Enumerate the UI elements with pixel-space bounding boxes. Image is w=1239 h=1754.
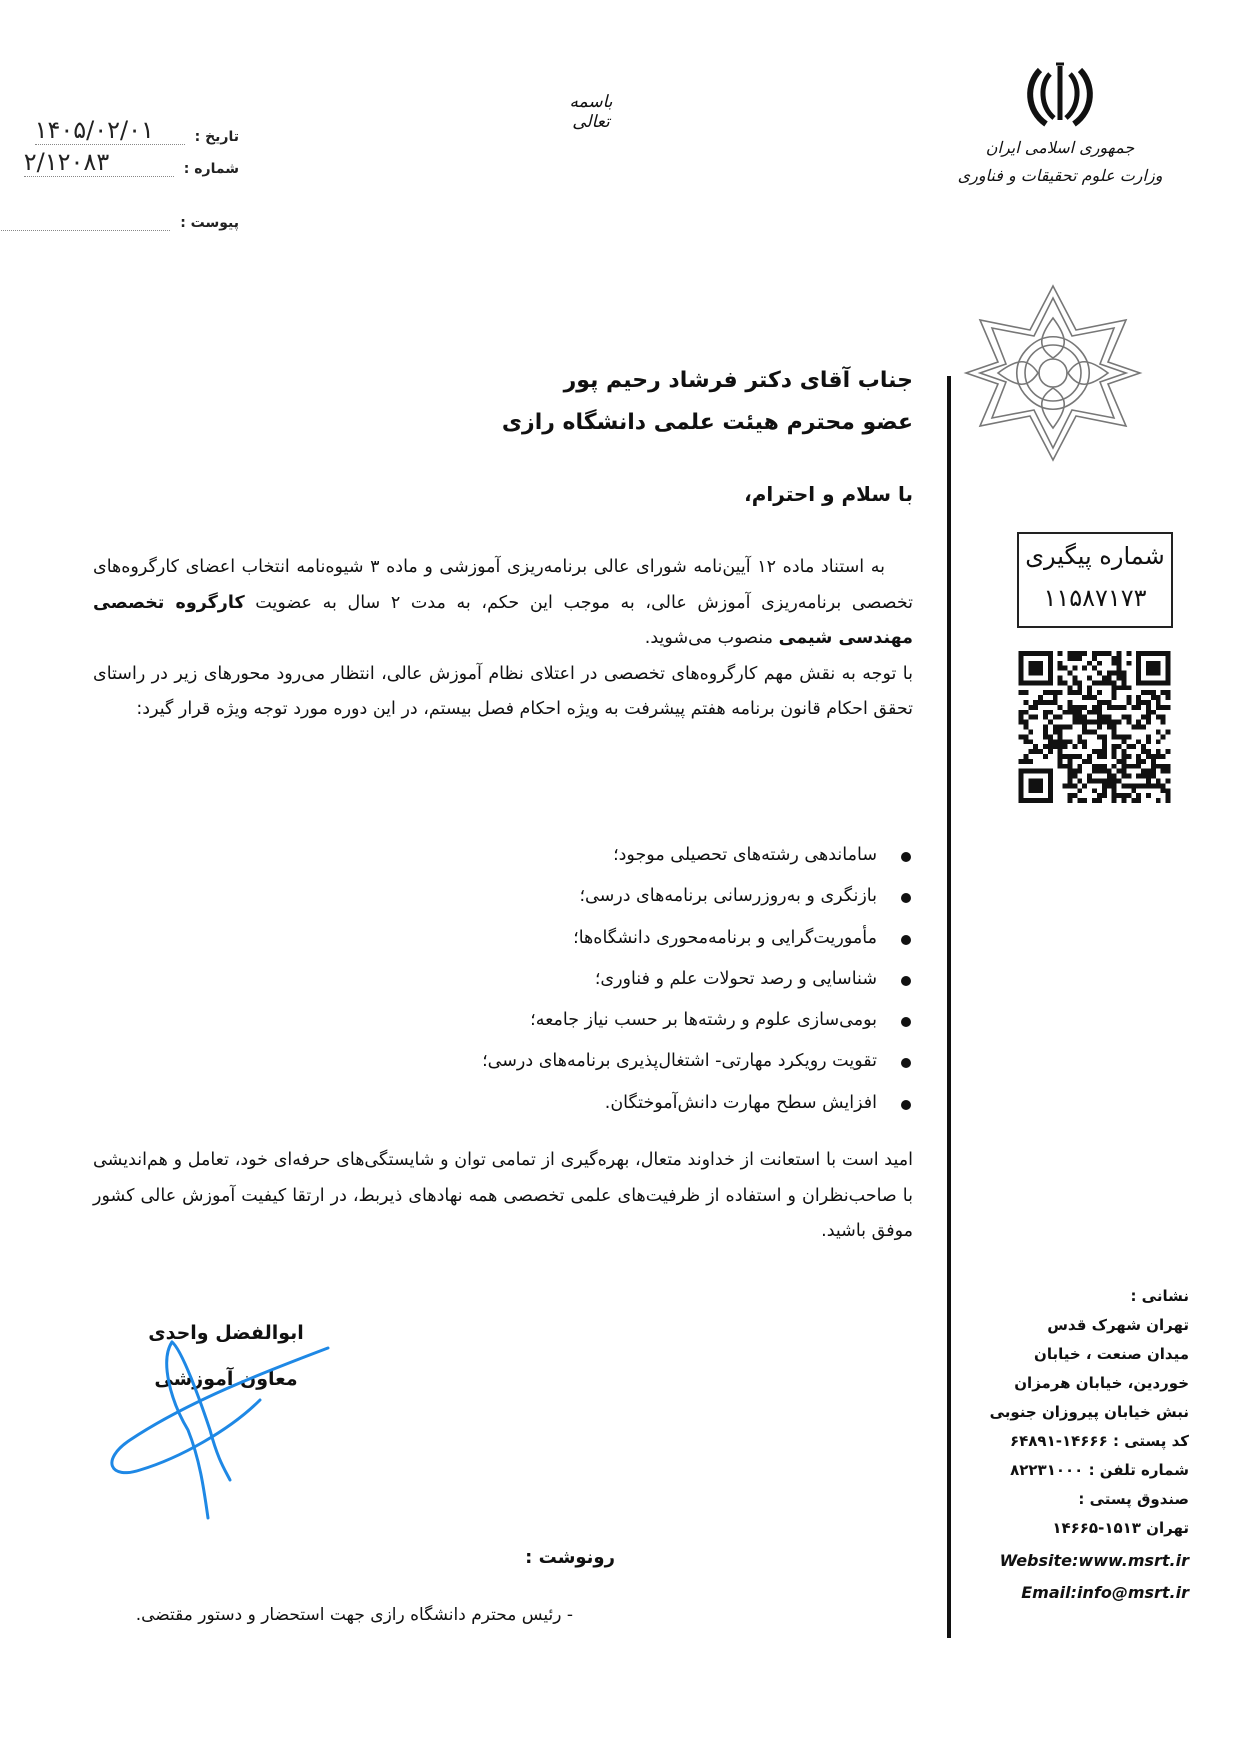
signatory-title: معاون آموزشی xyxy=(154,1368,298,1390)
address-line: تهران ۱۵۱۳-۱۴۶۶۵ xyxy=(1052,1519,1189,1537)
list-item: تقویت رویکرد مهارتی- اشتغال‌پذیری برنامه‌های درسی؛ xyxy=(353,1041,913,1082)
address-line: میدان صنعت ، خیابان xyxy=(1034,1345,1189,1363)
basmala: باسمه تعالی xyxy=(569,92,613,132)
para1-text-a: به استناد ماده ۱۲ آیین‌نامه شورای عالی برنامه‌ریزی آموزشی و ماده ۳ شیوه‌نامه انتخاب اعضای کارگروه‌های تخصصی برنامه‌ریزی آموزش عالی، به موجب این حکم، به مدت ۲ سال به عضویت xyxy=(93,557,914,613)
address-line: صندوق پستی : xyxy=(1078,1490,1189,1508)
org-line-1: جمهوری اسلامی ایران xyxy=(985,138,1135,157)
list-item: افزایش سطح مهارت دانش‌آموختگان. xyxy=(353,1083,913,1124)
attachment-field xyxy=(0,215,239,231)
recipient-block xyxy=(502,360,913,444)
list-item: شناسایی و رصد تحولات علم و فناوری؛ xyxy=(353,959,913,1000)
number-field xyxy=(24,150,239,177)
address-line: تهران شهرک قدس xyxy=(1047,1316,1189,1334)
address-line: خوردین، خیابان هرمزان xyxy=(1014,1374,1189,1392)
tracking-box xyxy=(1017,532,1173,628)
email-link[interactable]: Email:info@msrt.ir xyxy=(1021,1583,1189,1602)
vertical-divider xyxy=(947,376,951,1638)
address-line: کد پستی : ۱۴۶۶۶-۶۴۸۹۱ xyxy=(1009,1432,1189,1450)
attachment-label: پیوست : xyxy=(180,215,239,231)
list-item: مأموریت‌گرایی و برنامه‌محوری دانشگاه‌ها؛ xyxy=(353,918,913,959)
address-line: نشانی : xyxy=(1130,1287,1189,1305)
recipient-position: عضو محترم هیئت علمی دانشگاه رازی xyxy=(501,410,913,435)
contact-links xyxy=(1000,1545,1189,1609)
tracking-label: شماره پیگیری xyxy=(1025,542,1165,570)
cc-label: رونوشت : xyxy=(525,1547,615,1568)
qr-modules xyxy=(1019,651,1171,803)
para1-bold: کارگروه تخصصی مهندسی شیمی xyxy=(93,592,913,648)
islamic-ornament-icon xyxy=(958,278,1148,468)
qr-code-icon[interactable] xyxy=(1017,651,1172,803)
tracking-number: ۱۱۵۸۷۱۷۳ xyxy=(1043,584,1147,612)
address-line: نبش خیابان پیروزان جنوبی xyxy=(989,1403,1189,1421)
attachment-value-line xyxy=(0,216,170,231)
number-label: شماره : xyxy=(183,161,239,177)
para1-line2: با توجه به نقش مهم کارگروه‌های تخصصی در اعتلای نظام آموزش عالی، انتظار می‌رود محورهای زیر در راستای تحقق احکام قانون برنامه هفتم پیشرفت به ویژه احکام فصل بیستم، در این دوره مورد توجه ویژه قرار گیرد: xyxy=(93,663,913,719)
handwritten-signature xyxy=(100,1320,340,1520)
list-item: ساماندهی رشته‌های تحصیلی موجود؛ xyxy=(353,835,913,876)
date-value: ۱۴۰۵/۰۲/۰۱ xyxy=(35,118,185,145)
body-paragraph-1 xyxy=(93,550,913,728)
greeting: با سلام و احترام، xyxy=(744,482,913,506)
para1-text-b: منصوب می‌شوید. xyxy=(644,628,779,648)
body-paragraph-2: امید است با استعانت از خداوند متعال، بهره‌گیری از تمامی توان و شایستگی‌های حرفه‌ای خود، تعامل و هم‌اندیشی با صاحب‌نظران و استفاده از ظرفیت‌های علمی تخصصی همه نهادهای ذیربط، در ارتقا کیفیت آموزش عالی کشور موفق باشید. xyxy=(93,1150,913,1241)
org-line-2: وزارت علوم تحقیقات و فناوری xyxy=(957,166,1163,185)
date-label: تاریخ : xyxy=(194,129,239,145)
address-block xyxy=(969,1282,1189,1543)
ministry-header xyxy=(950,60,1170,190)
bullet-list xyxy=(353,835,913,1124)
signatory-name: ابوالفضل واحدی xyxy=(148,1322,304,1344)
recipient-name: جناب آقای دکتر فرشاد رحیم پور xyxy=(563,368,913,393)
number-value: ۲/۱۲۰۸۳ xyxy=(24,150,174,177)
list-item: بازنگری و به‌روزرسانی برنامه‌های درسی؛ xyxy=(353,876,913,917)
list-item: بومی‌سازی علوم و رشته‌ها بر حسب نیاز جامعه؛ xyxy=(353,1000,913,1041)
date-field xyxy=(35,118,239,145)
cc-item: - رئیس محترم دانشگاه رازی جهت استحضار و دستور مقتضی. xyxy=(135,1605,573,1625)
address-line: شماره تلفن : ۸۲۲۳۱۰۰۰ xyxy=(1010,1461,1189,1479)
iran-emblem-icon xyxy=(1020,60,1100,130)
website-link[interactable]: Website:www.msrt.ir xyxy=(999,1551,1189,1570)
